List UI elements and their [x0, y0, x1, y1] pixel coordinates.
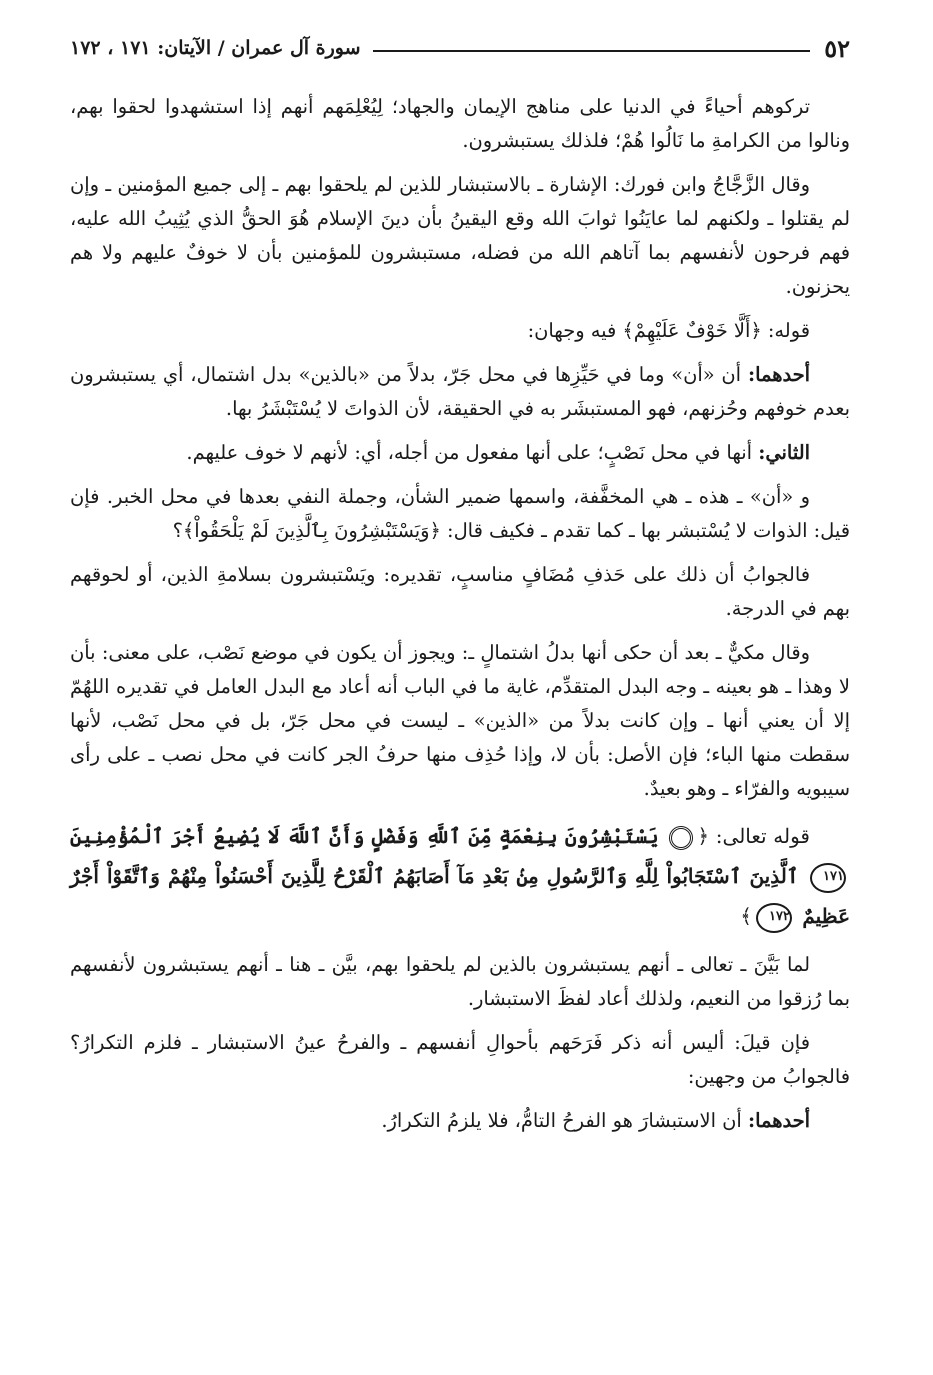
page [70, 28, 850, 1148]
header-rule [373, 50, 811, 52]
verse-172: ٱلَّذِينَ ٱسْتَجَابُواْ لِلَّهِ وَٱلرَّسُولِ مِنۢ بَعْدِ مَآ أَصَابَهُمُ ٱلْقَرْحُ لِلَّذِينَ أَحْسَنُواْ مِنْهُمْ وَٱتَّقَوْاْ أَجْرٌ عَظِيمٌ [70, 864, 850, 928]
paragraph-lead: أحدهما: [747, 363, 810, 386]
paragraph-10 [70, 1026, 850, 1094]
paragraph-text: تركوهم أحياءً في الدنيا على مناهج الإيمان والجهاد؛ لِيُعْلِمَهم أنهم إذا استشهدوا لحقوا بهم، ونالوا من الكرامةِ ما نَالُوا هُمْ؛ فلذلك يستبشرون. [70, 95, 850, 152]
quran-intro: قوله تعالى: [715, 824, 810, 848]
paragraph-7 [70, 558, 850, 626]
paragraph-text: وقال مكيٌّ ـ بعد أن حكى أنها بدلُ اشتمالٍ ـ: ويجوز أن يكون في موضع نَصْب، على معنى: بأن لا وهذا ـ هو بعينه ـ وجه البدل المتقدِّم، غاية ما في الباب أنه أعاد مع البدل العامل في تقديره اللهُمّ إلا أن يعني أنها ـ وإن كانت بدلاً من «الذين» ـ ليست في محل جَرّ، بل في محل نَصْب، لأنها سقطت منها الباء؛ فإن الأصل: بأن لا، وإذا حُذِف منها حرفُ الجر كانت في محل نصب ـ على رأى سيبويه والفرّاء ـ وهو بعيدٌ. [70, 641, 850, 800]
paragraph-text: و «أن» ـ هذه ـ هي المخفَّفة، واسمها ضمير الشأن، وجملة النفي بعدها في محل الخبر. فإن قيل: الذوات لا يُسْتبشر بها ـ كما تقدم ـ فكيف قال: ﴿وَيَسْتَبْشِرُونَ بِٱلَّذِينَ لَمْ يَلْحَقُواْ﴾؟ [70, 485, 850, 542]
rosette-icon [669, 826, 693, 850]
paragraph-lead: أحدهما: [747, 1109, 810, 1132]
page-header [70, 28, 850, 68]
paragraph-text: لما بَيَّنَ ـ تعالى ـ أنهم يستبشرون بالذين لم يلحقوا بهم، بيَّن ـ هنا ـ أنهم يستبشرون لأنفسهم بما رُزقوا من النعيم، ولذلك أعاد لفظَ الاستبشار. [70, 953, 850, 1010]
bracket-open: ﴿ [697, 824, 710, 848]
paragraph-text: وقال الزَّجَّاجُ وابن فورك: الإشارة ـ بالاستبشار للذين لم يلحقوا بهم ـ إلى جميع المؤمنين ـ وإن لم يقتلوا ـ ولكنهم لما عايَنُوا ثوابَ الله وقع اليقينُ بأن دينَ الإسلام هُوَ الحقُّ الذي يُثِيبُ الله عليه، فهم فرحون لأنفسهم بما آتاهم الله من فضله، مستبشرون للمؤمنين بأن لا خوفٌ عليهم ولا هم يحزنون. [70, 173, 850, 298]
paragraph-text: فإن قيلَ: أليس أنه ذكر فَرَحَهم بأحوالِ أنفسهم ـ والفرحُ عينُ الاستبشار ـ فلزم التكرارُ؟ فالجوابُ من وجهين: [70, 1031, 850, 1088]
paragraph-11 [70, 1104, 850, 1138]
page-body [70, 90, 850, 1138]
paragraph-text: فالجوابُ أن ذلك على حَذفِ مُضَافٍ مناسبٍ، تقديره: ويَسْتبشرون بسلامةِ الذين، أو لحوقهم بهم في الدرجة. [70, 563, 850, 620]
running-title: سورة آل عمران / الآيتان: ١٧١ ، ١٧٢ [70, 37, 361, 59]
paragraph-lead: الثاني: [758, 441, 810, 464]
verse-number-171: ١٧١ [810, 863, 846, 893]
paragraph-text: قوله: ﴿أَلَّا خَوْفٌ عَلَيْهِمْ﴾ فيه وجهان: [527, 319, 810, 342]
paragraph-text: أن «أن» وما في حَيِّزِها في محل جَرّ، بدلاً من «بالذين» بدل اشتمال، أي يستبشرون بعدم خوفهم وحُزنهم، فهو المستبشَر به في الحقيقة، لأن الذواتَ لا يُسْتَبْشَرُ بها. [70, 363, 850, 420]
paragraph-5 [70, 436, 850, 470]
quran-block [70, 816, 850, 936]
bracket-close: ﴾ [740, 904, 752, 928]
paragraph-text: أن الاستبشارَ هو الفرحُ التامُّ، فلا يلزمُ التكرارُ. [381, 1109, 742, 1132]
page-number: ٥٢ [824, 33, 850, 63]
paragraph-9 [70, 948, 850, 1016]
paragraph-4 [70, 358, 850, 426]
verse-number-172: ١٧٢ [756, 903, 792, 933]
paragraph-6 [70, 480, 850, 548]
verse-171: يَسْتَبْشِرُونَ بِنِعْمَةٍ مِّنَ ٱللَّهِ وَفَضْلٍ وَأَنَّ ٱللَّهَ لَا يُضِيعُ أَجْرَ ٱلْمُؤْمِنِينَ [70, 824, 659, 848]
paragraph-1 [70, 90, 850, 158]
paragraph-3 [70, 314, 850, 348]
paragraph-8 [70, 636, 850, 806]
paragraph-text: أنها في محل نَصْبٍ؛ على أنها مفعول من أجله، أي: لأنهم لا خوف عليهم. [186, 441, 753, 464]
paragraph-2 [70, 168, 850, 304]
